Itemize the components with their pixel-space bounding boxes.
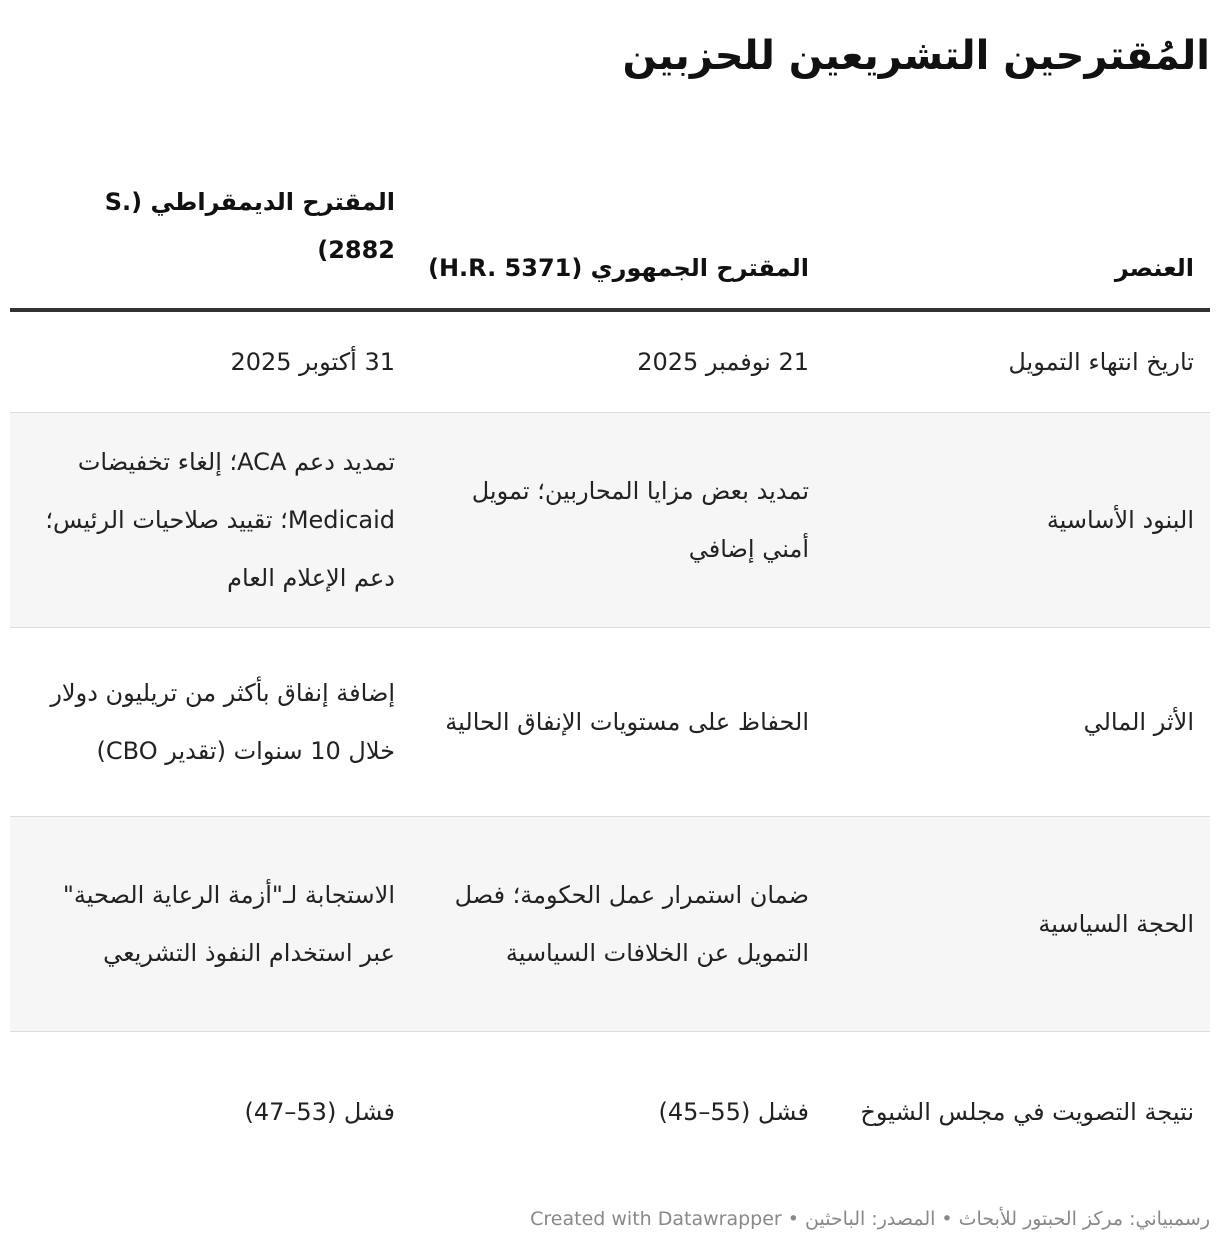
cell-republican: 21 نوفمبر 2025 <box>411 310 825 413</box>
page <box>10 0 1210 1252</box>
cell-republican: تمديد بعض مزايا المحاربين؛ تمويل أمني إضافي <box>411 413 825 628</box>
comparison-table <box>10 148 1210 1192</box>
cell-element: البنود الأساسية <box>825 413 1210 628</box>
cell-republican: فشل (55–45) <box>658 1098 809 1126</box>
table-row <box>10 310 1210 413</box>
cell-element: الأثر المالي <box>825 628 1210 817</box>
cell-element: الحجة السياسية <box>825 817 1210 1032</box>
header-democratic: المقترح الديمقراطي (S. 2882) <box>10 148 411 310</box>
cell-democratic: إضافة إنفاق بأكثر من تريليون دولار خلال 10 سنوات (تقدير CBO) <box>10 628 411 817</box>
cell-democratic: الاستجابة لـ"أزمة الرعاية الصحية" عبر استخدام النفوذ التشريعي <box>10 817 411 1032</box>
table-row <box>10 817 1210 1032</box>
cell-republican: الحفاظ على مستويات الإنفاق الحالية <box>411 628 825 817</box>
table-row <box>10 628 1210 817</box>
header-element: العنصر <box>825 148 1210 310</box>
cell-democratic: 31 أكتوبر 2025 <box>10 310 411 413</box>
cell-element: تاريخ انتهاء التمويل <box>825 310 1210 413</box>
cell-democratic: فشل (53–47) <box>244 1098 395 1126</box>
table-row <box>10 1032 1210 1193</box>
header-republican: المقترح الجمهوري (H.R. 5371) <box>411 148 825 310</box>
table-header-row <box>10 148 1210 310</box>
cell-republican: ضمان استمرار عمل الحكومة؛ فصل التمويل عن الخلافات السياسية <box>411 817 825 1032</box>
table-row <box>10 413 1210 628</box>
cell-element: نتيجة التصويت في مجلس الشيوخ <box>860 1098 1194 1126</box>
page-title: المُقترحين التشريعين للحزبين <box>622 33 1210 79</box>
source-footer: رسمبياني: مركز الحبتور للأبحاث • المصدر: الباحثين • Created with Datawrapper <box>530 1208 1210 1230</box>
cell-democratic: تمديد دعم ACA؛ إلغاء تخفيضات Medicaid؛ تقييد صلاحيات الرئيس؛ دعم الإعلام العام <box>10 413 411 628</box>
